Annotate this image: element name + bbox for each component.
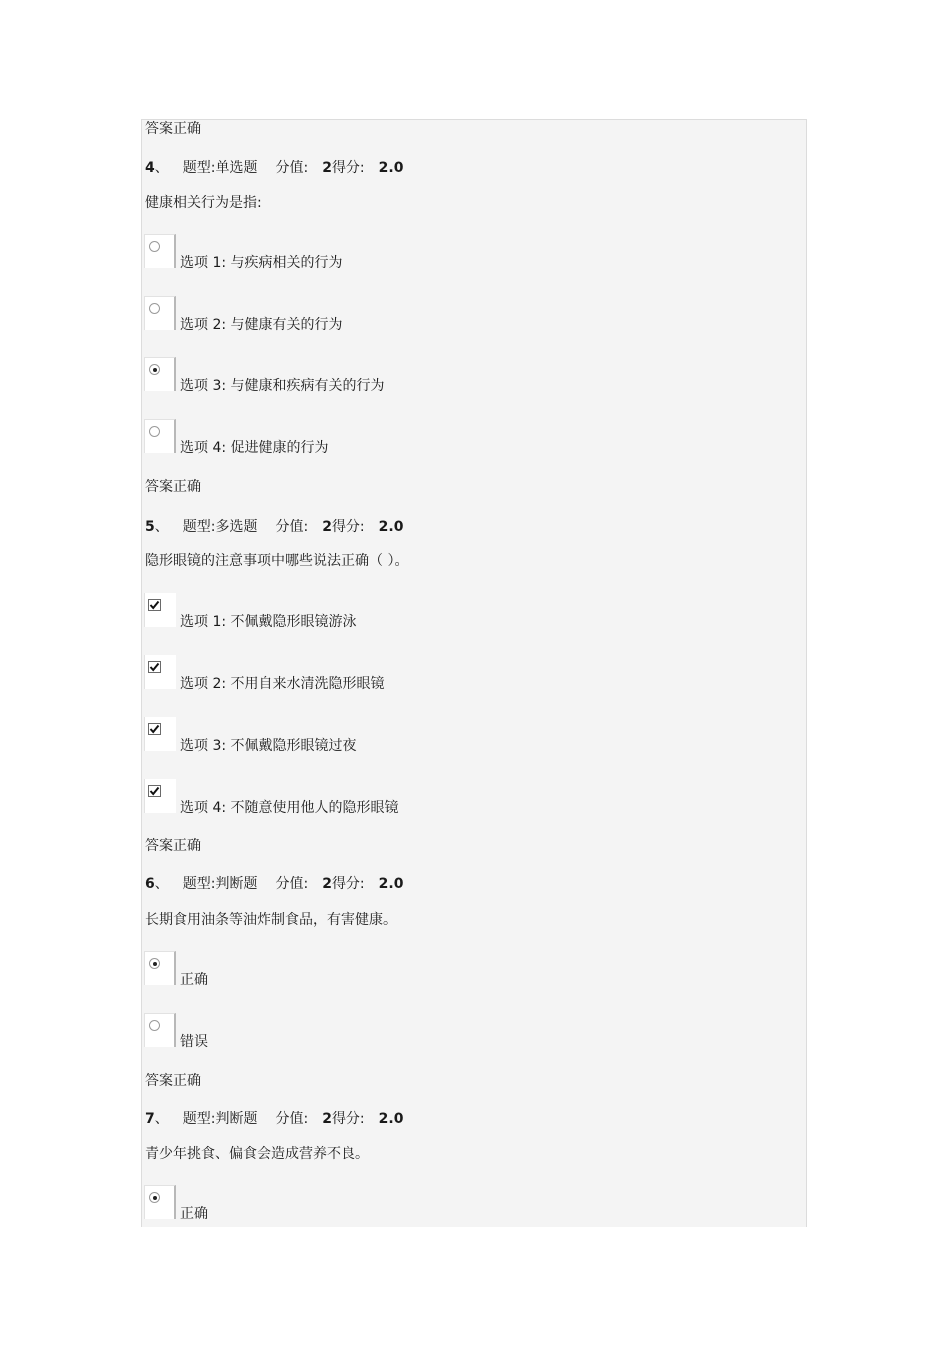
question-header: 7、 题型:判断题 分值: 2得分: 2.0 bbox=[145, 1111, 404, 1127]
checkbox-checked[interactable] bbox=[148, 785, 161, 797]
radio-frame bbox=[144, 1013, 176, 1047]
radio-button[interactable] bbox=[149, 426, 160, 437]
option-row bbox=[142, 717, 742, 753]
radio-button[interactable] bbox=[149, 241, 160, 252]
option-label: 选项 2: 与健康有关的行为 bbox=[180, 317, 343, 333]
option-row bbox=[142, 655, 742, 691]
option-label: 选项 3: 与健康和疾病有关的行为 bbox=[180, 378, 385, 394]
radio-button[interactable] bbox=[149, 303, 160, 314]
radio-button-selected[interactable] bbox=[149, 1192, 160, 1203]
option-label: 选项 2: 不用自来水清洗隐形眼镜 bbox=[180, 676, 385, 692]
option-row bbox=[142, 1013, 742, 1049]
question-header: 5、 题型:多选题 分值: 2得分: 2.0 bbox=[145, 519, 404, 535]
option-label: 正确 bbox=[180, 972, 208, 988]
checkbox-frame bbox=[144, 593, 176, 627]
checkbox-checked[interactable] bbox=[148, 661, 161, 673]
question-header: 4、 题型:单选题 分值: 2得分: 2.0 bbox=[145, 160, 404, 176]
option-row bbox=[142, 779, 742, 815]
radio-button[interactable] bbox=[149, 1020, 160, 1031]
option-row bbox=[142, 593, 742, 629]
radio-frame bbox=[144, 1185, 176, 1219]
radio-button-selected[interactable] bbox=[149, 364, 160, 375]
checkbox-frame bbox=[144, 717, 176, 751]
checkbox-frame bbox=[144, 779, 176, 813]
question-text: 长期食用油条等油炸制食品，有害健康。 bbox=[145, 912, 397, 928]
answer-status: 答案正确 bbox=[145, 121, 201, 137]
question-header: 6、 题型:判断题 分值: 2得分: 2.0 bbox=[145, 876, 404, 892]
radio-frame bbox=[144, 419, 176, 453]
option-row bbox=[142, 357, 742, 393]
option-label: 选项 1: 不佩戴隐形眼镜游泳 bbox=[180, 614, 357, 630]
radio-frame bbox=[144, 951, 176, 985]
answer-status: 答案正确 bbox=[145, 838, 201, 854]
checkbox-checked[interactable] bbox=[148, 599, 161, 611]
checkbox-frame bbox=[144, 655, 176, 689]
option-row bbox=[142, 951, 742, 987]
option-row bbox=[142, 1185, 742, 1221]
checkbox-checked[interactable] bbox=[148, 723, 161, 735]
radio-frame bbox=[144, 234, 176, 268]
quiz-results-panel bbox=[141, 119, 807, 1227]
question-text: 青少年挑食、偏食会造成营养不良。 bbox=[145, 1146, 369, 1162]
radio-frame bbox=[144, 296, 176, 330]
radio-button-selected[interactable] bbox=[149, 958, 160, 969]
option-label: 选项 3: 不佩戴隐形眼镜过夜 bbox=[180, 738, 357, 754]
option-row bbox=[142, 234, 742, 270]
option-row bbox=[142, 296, 742, 332]
option-label: 正确 bbox=[180, 1206, 208, 1222]
option-label: 选项 4: 不随意使用他人的隐形眼镜 bbox=[180, 800, 399, 816]
option-row bbox=[142, 419, 742, 455]
question-text: 健康相关行为是指: bbox=[145, 195, 262, 211]
answer-status: 答案正确 bbox=[145, 479, 201, 495]
option-label: 选项 1: 与疾病相关的行为 bbox=[180, 255, 343, 271]
radio-frame bbox=[144, 357, 176, 391]
option-label: 选项 4: 促进健康的行为 bbox=[180, 440, 329, 456]
answer-status: 答案正确 bbox=[145, 1073, 201, 1089]
question-text: 隐形眼镜的注意事项中哪些说法正确（ ）。 bbox=[145, 553, 409, 569]
option-label: 错误 bbox=[180, 1034, 208, 1050]
